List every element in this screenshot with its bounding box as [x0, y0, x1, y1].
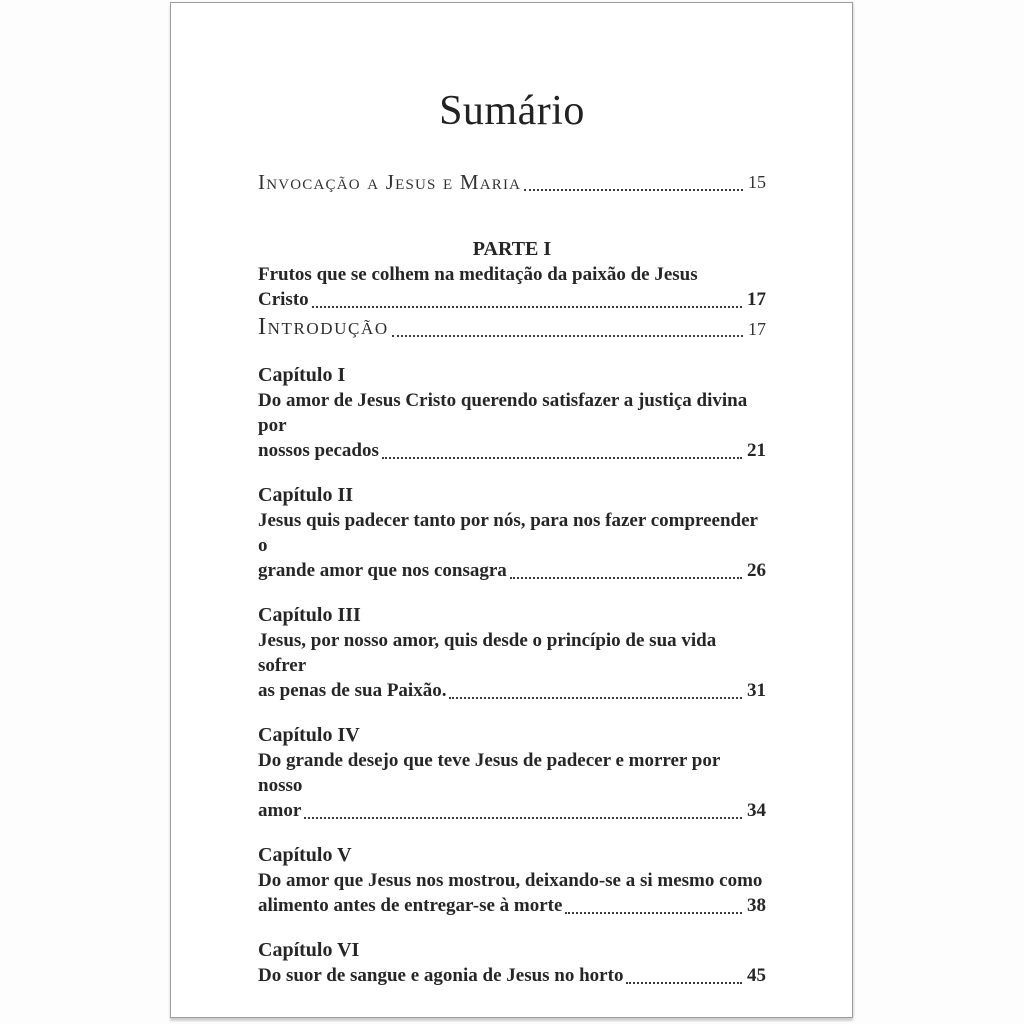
toc-entry-text-line: Do amor que Jesus nos mostrou, deixando-se a si mesmo como: [258, 870, 763, 892]
toc-entry-text: grande amor que nos consagra: [258, 560, 507, 582]
toc-entry-page: 15: [748, 172, 766, 193]
toc-entry-text-line: Frutos que se colhem na meditação da paixão de Jesus: [258, 264, 698, 286]
toc-entry-invocacao: [258, 169, 766, 195]
chapter-heading: Capítulo V: [258, 844, 352, 867]
toc-entry-page: 26: [747, 560, 766, 582]
table-of-contents: [258, 169, 766, 988]
chapter-heading: Capítulo II: [258, 484, 354, 507]
toc-entry-page: 21: [747, 440, 766, 462]
toc-entry-last-line: [258, 558, 766, 583]
dot-leader: [392, 335, 743, 337]
toc-entry-text: Cristo: [258, 289, 309, 311]
toc-entry-last-line: [258, 893, 766, 918]
toc-entry-text: nossos pecados: [258, 440, 379, 462]
toc-entry-capitulo-1: [258, 363, 766, 463]
chapter-heading: Capítulo IV: [258, 724, 360, 747]
toc-entry-parte-1: [258, 237, 766, 312]
toc-entry-text: as penas de sua Paixão.: [258, 680, 447, 702]
toc-entry-capitulo-6: [258, 938, 766, 988]
dot-leader: [565, 912, 742, 914]
toc-entry-page: 45: [747, 965, 766, 987]
chapter-heading: Capítulo III: [258, 604, 361, 627]
toc-entry-capitulo-5: [258, 843, 766, 918]
toc-entry-text-line: Do grande desejo que teve Jesus de padecer e morrer por nosso: [258, 750, 720, 797]
dot-leader: [510, 577, 742, 579]
toc-entry-last-line: [258, 963, 766, 988]
toc-entry-introducao: [258, 312, 766, 342]
toc-entry-text: alimento antes de entregar-se à morte: [258, 895, 563, 917]
chapter-heading: Capítulo I: [258, 364, 346, 387]
part-heading: PARTE I: [472, 238, 552, 261]
dot-leader: [382, 457, 742, 459]
toc-entry-capitulo-2: [258, 483, 766, 583]
toc-entry-last-line: [258, 438, 766, 463]
toc-entry-last-line: [258, 678, 766, 703]
toc-entry-last-line: [258, 798, 766, 823]
toc-entry-page: 17: [748, 319, 766, 340]
toc-entry-capitulo-4: [258, 723, 766, 823]
dot-leader: [312, 306, 742, 308]
toc-entry-label: Introdução: [258, 314, 389, 341]
toc-entry-text-line: Jesus quis padecer tanto por nós, para nos fazer compreender o: [258, 510, 758, 557]
toc-entry-text-line: Jesus, por nosso amor, quis desde o princípio de sua vida sofrer: [258, 630, 717, 677]
chapter-heading: Capítulo VI: [258, 939, 360, 962]
dot-leader: [304, 817, 742, 819]
toc-entry-capitulo-3: [258, 603, 766, 703]
toc-entry-text: amor: [258, 800, 302, 822]
toc-entry-text-line: Do amor de Jesus Cristo querendo satisfazer a justiça divina por: [258, 390, 748, 437]
page-title: Sumário: [439, 88, 585, 134]
dot-leader: [626, 982, 742, 984]
toc-entry-page: 31: [747, 680, 766, 702]
toc-entry-page: 17: [747, 289, 766, 311]
dot-leader: [449, 697, 742, 699]
book-page: [170, 2, 853, 1018]
toc-entry-text: Do suor de sangue e agonia de Jesus no horto: [258, 965, 624, 987]
dot-leader: [524, 189, 743, 191]
toc-entry-last-line: [258, 287, 766, 312]
toc-entry-page: 34: [747, 800, 766, 822]
toc-entry-label: Invocação a Jesus e Maria: [258, 170, 522, 195]
toc-entry-page: 38: [747, 895, 766, 917]
